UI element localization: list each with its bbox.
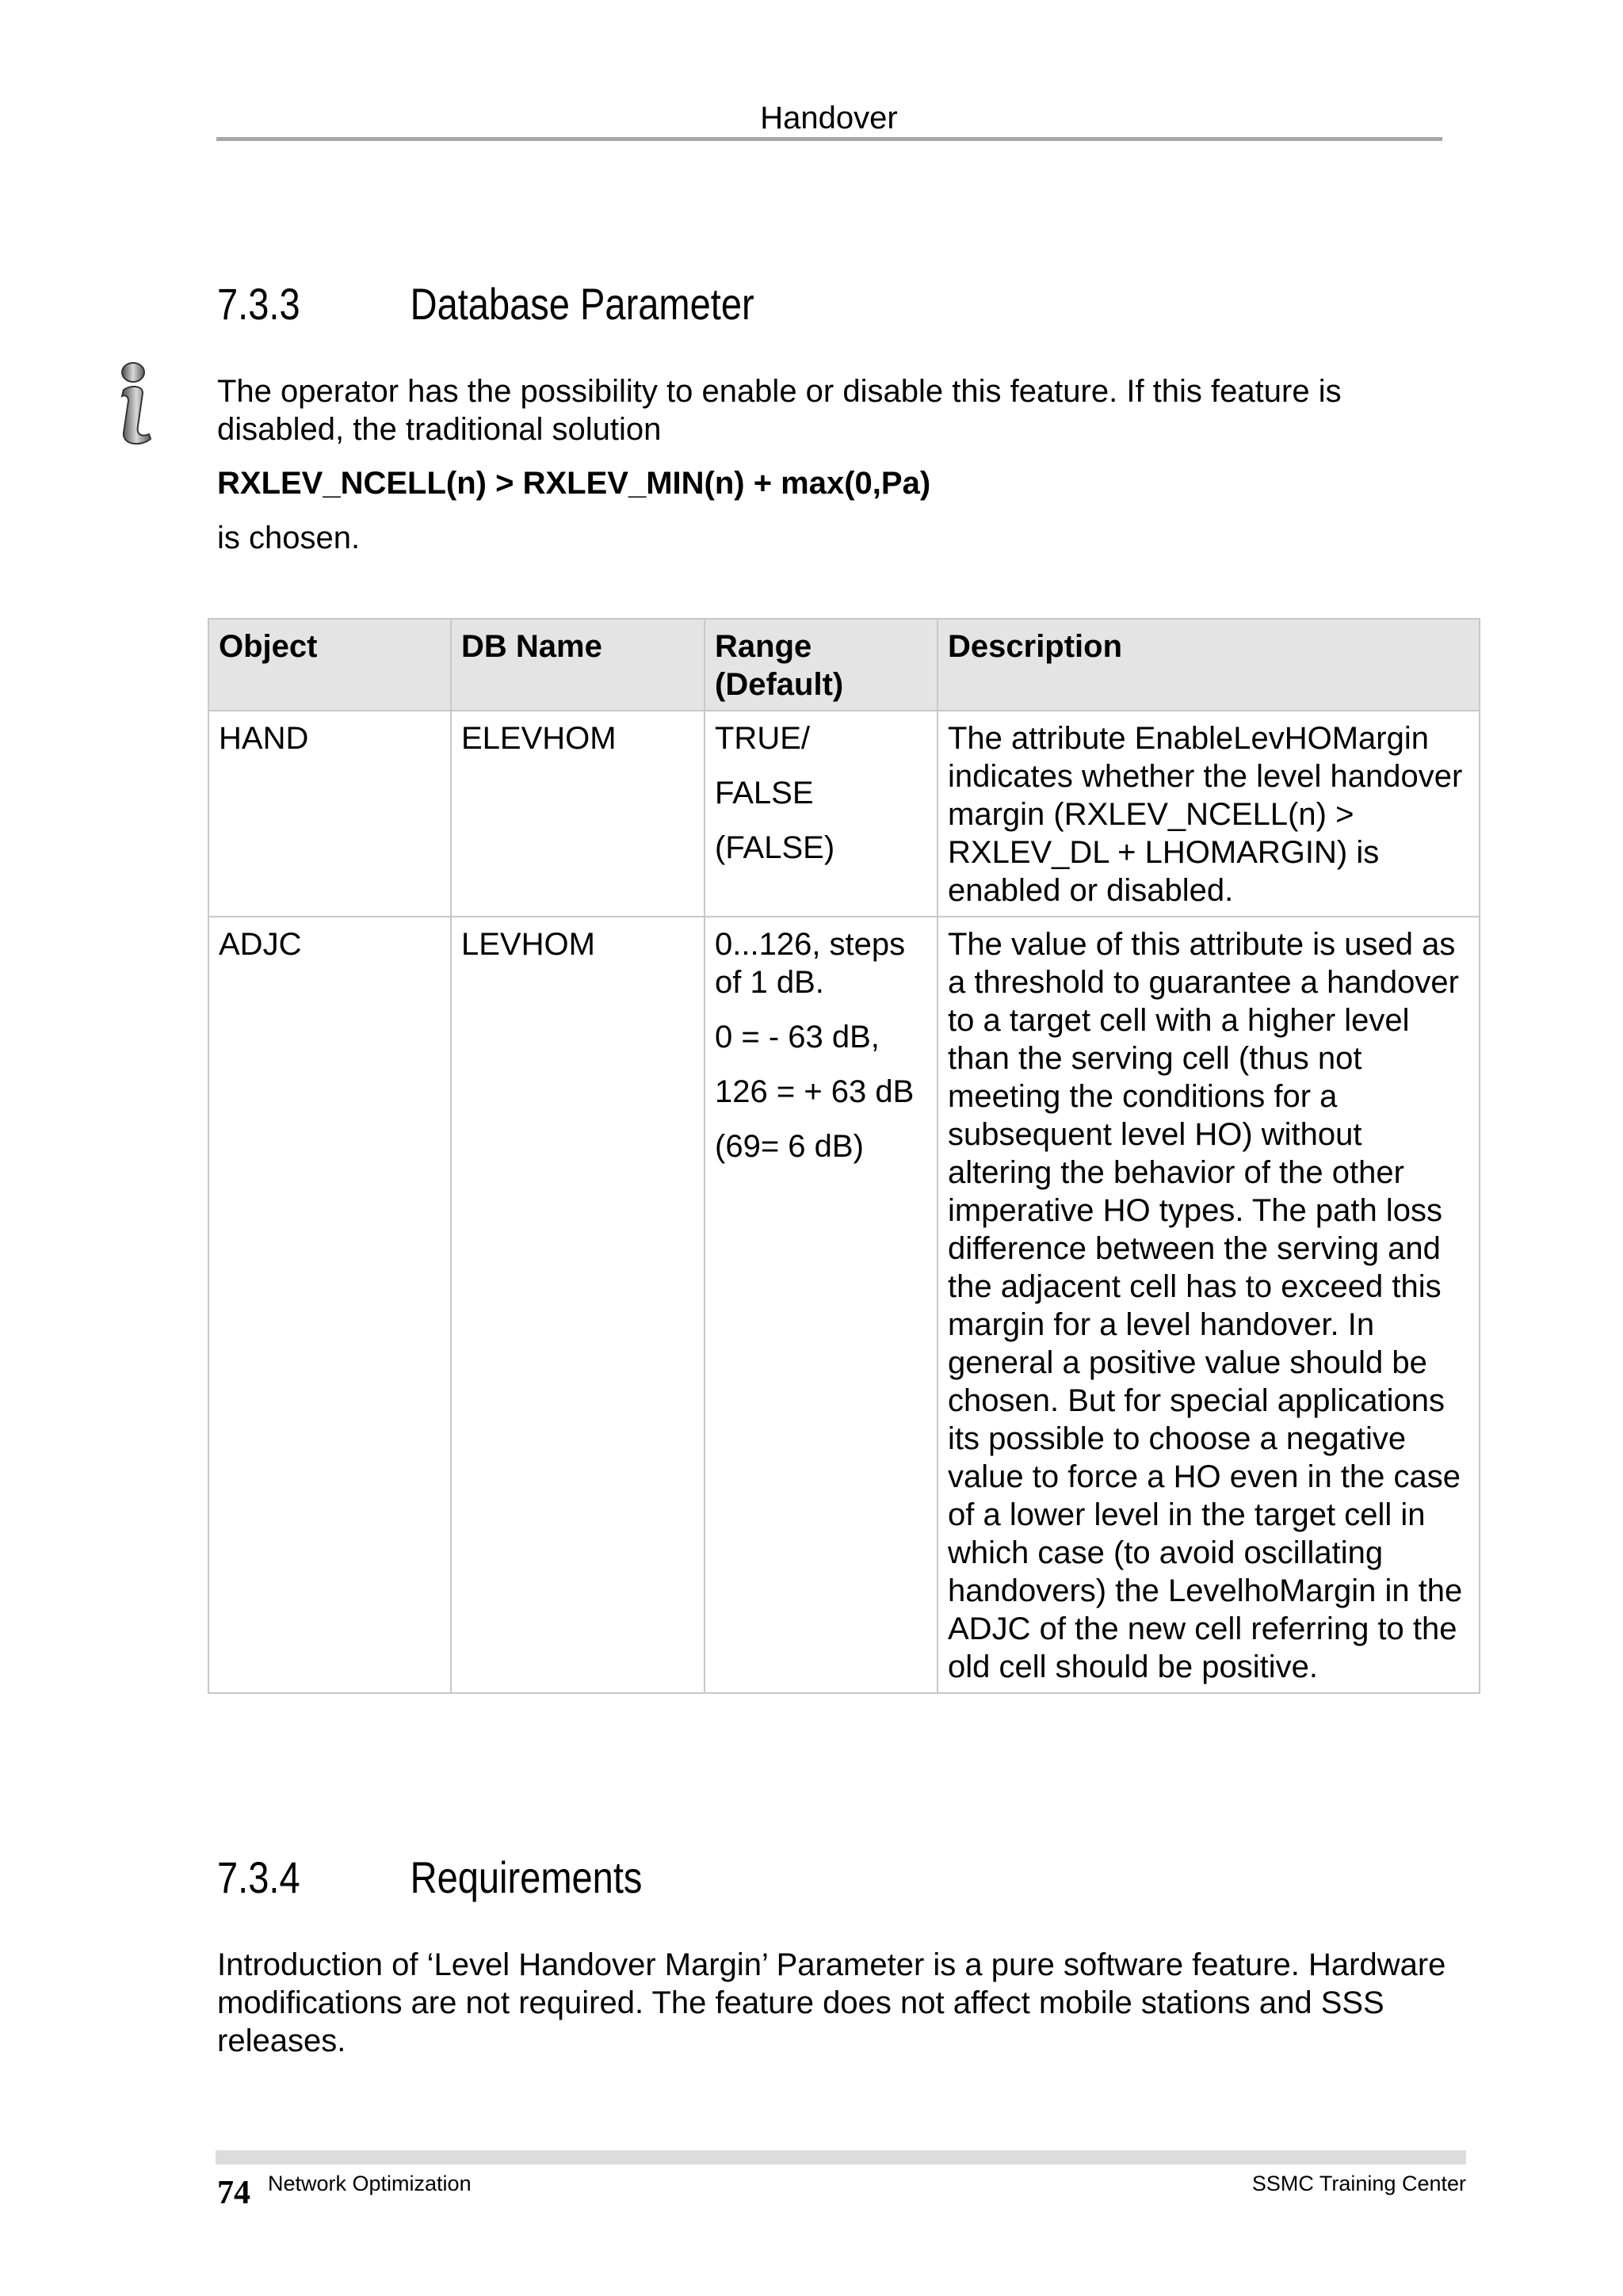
cell-db-name: ELEVHOM [451, 711, 705, 917]
cell-range [705, 917, 938, 1693]
footer-document-title: Network Optimization [268, 2172, 472, 2195]
running-header: Handover [760, 101, 898, 135]
table-row [208, 917, 1480, 1693]
info-icon [106, 361, 155, 448]
cell-description: The attribute EnableLevHOMargin indicates whether the level handover margin (RXLEV_NCELL(n) > RXLEV_DL + LHOMARGIN) is enabled or disabled. [938, 711, 1480, 917]
requirements-paragraph: Introduction of ‘Level Handover Margin’ Parameter is a pure software feature. Hardware modifications are not required. The feature does not affect mobile stations and SSS releases. [217, 1947, 1446, 2058]
section-title: Database Parameter [410, 279, 754, 329]
range-line: (FALSE) [715, 830, 835, 865]
cell-object: ADJC [208, 917, 451, 1693]
range-line: (69= 6 dB) [715, 1129, 864, 1164]
section-number: 7.3.3 [217, 279, 300, 329]
column-header-object: Object [208, 619, 451, 711]
cell-description: The value of this attribute is used as a threshold to guarantee a handover to a target cell with a higher level than the serving cell (thus not meeting the conditions for a subsequent level HO) without altering the behavior of the other imperative HO types. The path loss difference between the serving and the adjacent cell has to exceed this margin for a level handover. In general a positive value should be chosen. But for special applications its possible to choose a negative value to force a HO even in the case of a lower level in the target cell in which case (to avoid oscillating handovers) the LevelhoMargin in the ADJC of the new cell referring to the old cell should be positive. [938, 917, 1480, 1693]
range-line: FALSE [715, 776, 814, 810]
column-header-db-name: DB Name [451, 619, 705, 711]
table-header-row [208, 619, 1480, 711]
parameter-table [208, 618, 1480, 1694]
page-number: 74 [217, 2175, 250, 2211]
range-line: 0...126, steps of 1 dB. [715, 927, 906, 1000]
section-title: Requirements [410, 1852, 643, 1902]
header-rule [216, 137, 1442, 141]
cell-range [705, 711, 938, 917]
column-header-range: Range (Default) [705, 619, 938, 711]
formula: RXLEV_NCELL(n) > RXLEV_MIN(n) + max(0,Pa) [217, 466, 931, 501]
cell-db-name: LEVHOM [451, 917, 705, 1693]
intro-paragraph: The operator has the possibility to enable or disable this feature. If this feature is disabled, the traditional solution [217, 374, 1342, 447]
table-row [208, 711, 1480, 917]
section-heading-requirements [217, 1852, 642, 1903]
footer-rule [216, 2150, 1466, 2164]
range-line: 0 = - 63 dB, [715, 1020, 880, 1055]
range-line: 126 = + 63 dB [715, 1074, 915, 1109]
column-header-description: Description [938, 619, 1480, 711]
range-line: TRUE/ [715, 721, 810, 756]
section-number: 7.3.4 [217, 1852, 300, 1902]
cell-object: HAND [208, 711, 451, 917]
footer-publisher: SSMC Training Center [1251, 2172, 1466, 2195]
outro-paragraph: is chosen. [217, 521, 361, 555]
section-heading-database-parameter [217, 279, 754, 330]
